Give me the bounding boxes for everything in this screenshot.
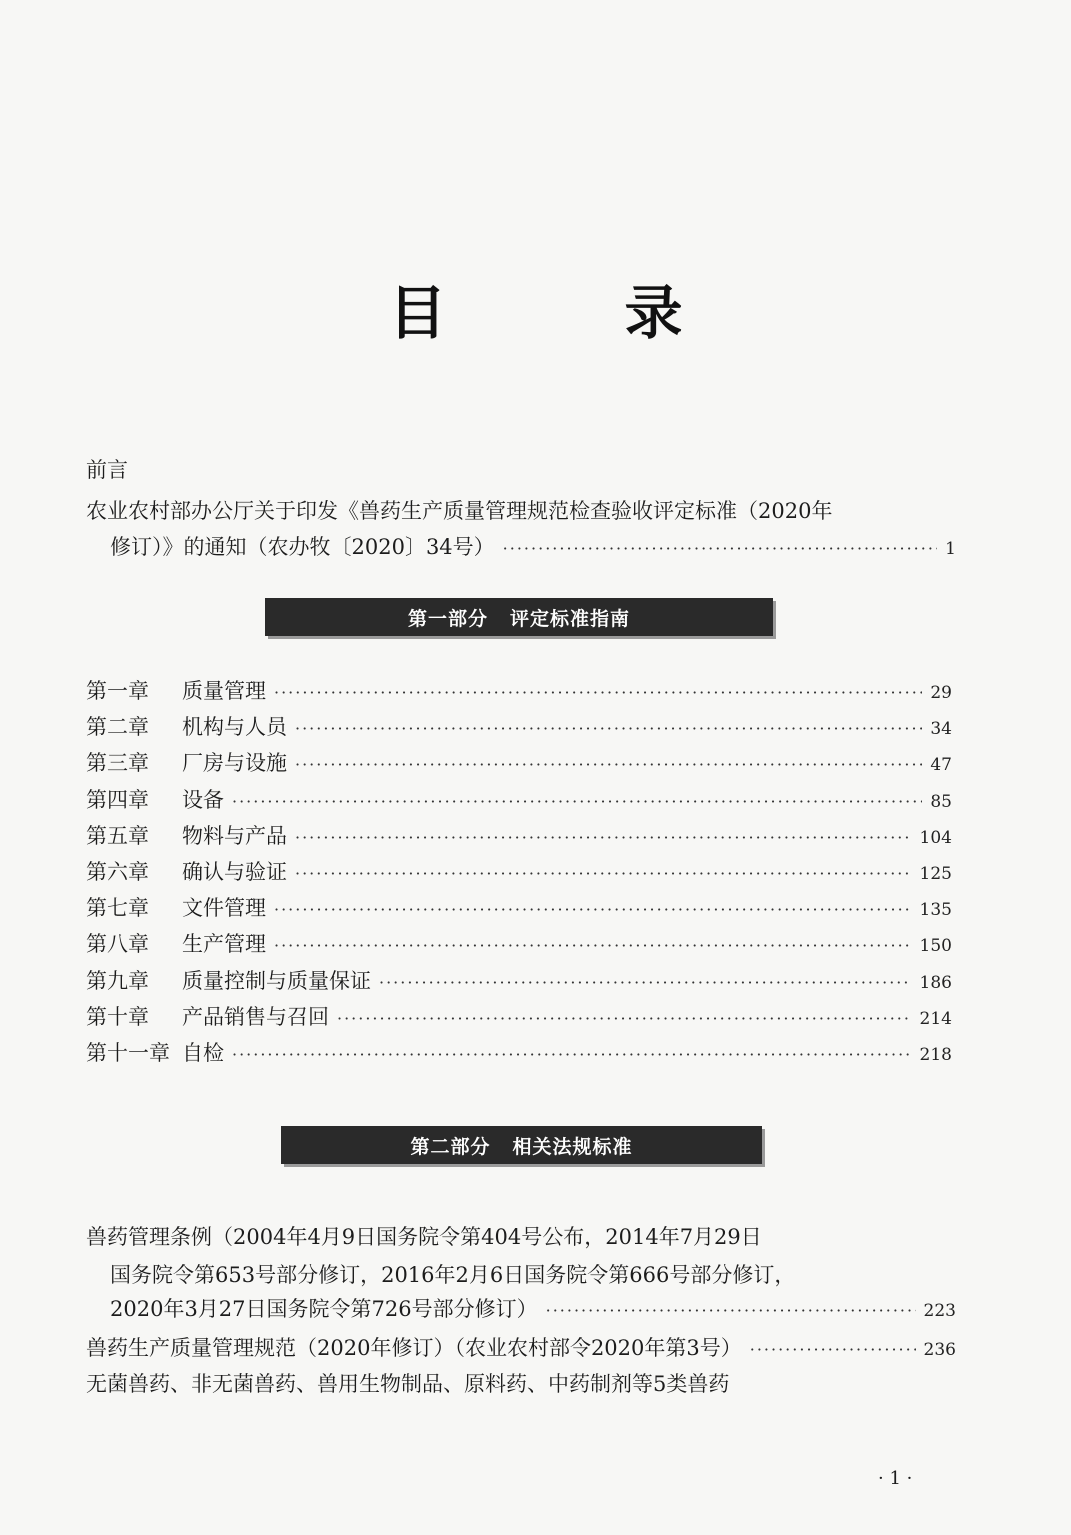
regulation-2-title: 兽药生产质量管理规范（2020年修订）（农业农村部令2020年第3号） bbox=[86, 1336, 742, 1360]
dot-leader bbox=[295, 750, 922, 780]
chapter-number: 第七章 bbox=[86, 896, 149, 921]
page-footer: · 1 · bbox=[878, 1468, 913, 1489]
chapter-entry[interactable] bbox=[86, 748, 952, 780]
page-number: 47 bbox=[930, 755, 952, 776]
page-title: 目 录 bbox=[388, 279, 743, 347]
dot-leader bbox=[274, 895, 912, 925]
dot-leader bbox=[295, 859, 912, 889]
chapter-entry[interactable] bbox=[86, 893, 952, 925]
page-number: 223 bbox=[923, 1301, 956, 1321]
chapter-title: 生产管理 bbox=[182, 932, 266, 957]
chapter-number: 第五章 bbox=[86, 823, 149, 848]
dot-leader bbox=[295, 714, 922, 744]
chapter-entry[interactable] bbox=[86, 857, 952, 889]
dot-leader bbox=[337, 1004, 912, 1034]
dot-leader bbox=[503, 534, 938, 564]
chapter-title: 设备 bbox=[182, 787, 224, 812]
chapter-entry[interactable] bbox=[86, 966, 952, 998]
part1-banner bbox=[265, 598, 773, 636]
part2-name: 相关法规标准 bbox=[512, 1135, 633, 1158]
part1-name: 评定标准指南 bbox=[510, 607, 631, 630]
chapter-title: 质量管理 bbox=[182, 679, 266, 703]
dot-leader bbox=[379, 968, 912, 998]
preface-entry[interactable]: 前言 bbox=[86, 458, 128, 482]
page-number: 135 bbox=[919, 900, 952, 921]
chapter-number: 第二章 bbox=[86, 715, 149, 740]
dot-leader bbox=[274, 931, 912, 961]
chapter-entry[interactable] bbox=[86, 785, 952, 817]
page-number: 85 bbox=[930, 791, 952, 812]
chapter-entry[interactable] bbox=[86, 1038, 952, 1070]
page-number: 186 bbox=[919, 972, 952, 993]
chapter-title: 自检 bbox=[182, 1041, 224, 1065]
chapter-number: 第八章 bbox=[86, 932, 149, 957]
page-number: 218 bbox=[919, 1045, 952, 1065]
chapter-number: 第十章 bbox=[86, 1004, 149, 1029]
regulation-3[interactable]: 无菌兽药、非无菌兽药、兽用生物制品、原料药、中药制剂等5类兽药 bbox=[86, 1372, 730, 1396]
regulation-1-line3[interactable] bbox=[110, 1294, 956, 1326]
chapter-entry[interactable] bbox=[86, 1002, 952, 1034]
chapter-title: 质量控制与质量保证 bbox=[182, 968, 371, 993]
dot-leader bbox=[546, 1296, 916, 1326]
notice-title-cont: 修订）》的通知（农办牧〔2020〕34号） bbox=[110, 535, 495, 559]
part1-label: 第一部分 bbox=[407, 607, 488, 630]
chapter-title: 产品销售与召回 bbox=[182, 1004, 329, 1029]
dot-leader bbox=[232, 787, 922, 817]
dot-leader bbox=[274, 678, 922, 708]
chapter-title: 厂房与设施 bbox=[182, 751, 287, 776]
chapter-number: 第一章 bbox=[86, 679, 149, 703]
regulation-1-line1[interactable]: 兽药管理条例（2004年4月9日国务院令第404号公布，2014年7月29日 bbox=[86, 1225, 762, 1249]
chapter-title: 文件管理 bbox=[182, 896, 266, 921]
dot-leader bbox=[232, 1040, 912, 1070]
page-number: 236 bbox=[923, 1340, 956, 1360]
chapter-entry[interactable] bbox=[86, 712, 952, 744]
chapter-title: 确认与验证 bbox=[182, 860, 287, 884]
chapter-number: 第四章 bbox=[86, 787, 149, 812]
chapter-title: 物料与产品 bbox=[182, 823, 287, 848]
page-number: 34 bbox=[930, 719, 952, 740]
part2-label: 第二部分 bbox=[410, 1135, 491, 1158]
page-number: 150 bbox=[919, 936, 952, 957]
dot-leader bbox=[750, 1335, 916, 1365]
page-number: 214 bbox=[919, 1008, 952, 1029]
notice-entry-line1[interactable]: 农业农村部办公厅关于印发《兽药生产质量管理规范检查验收评定标准（2020年 bbox=[86, 499, 833, 523]
page-number: 1 bbox=[945, 539, 956, 559]
regulation-2[interactable] bbox=[86, 1333, 956, 1365]
chapter-number: 第九章 bbox=[86, 968, 149, 993]
chapter-number: 第十一章 bbox=[86, 1041, 170, 1065]
chapter-entry[interactable] bbox=[86, 821, 952, 853]
page-number: 125 bbox=[919, 864, 952, 884]
part2-banner bbox=[281, 1126, 762, 1164]
regulation-1-line2[interactable]: 国务院令第653号部分修订，2016年2月6日国务院令第666号部分修订， bbox=[110, 1263, 796, 1287]
page-number: 104 bbox=[919, 827, 952, 848]
notice-entry-line2[interactable] bbox=[110, 532, 956, 564]
chapter-number: 第三章 bbox=[86, 751, 149, 776]
regulation-1-cont: 2020年3月27日国务院令第726号部分修订） bbox=[110, 1297, 538, 1321]
chapter-entry[interactable] bbox=[86, 929, 952, 961]
chapter-entry[interactable] bbox=[86, 676, 952, 708]
chapter-number: 第六章 bbox=[86, 860, 149, 884]
dot-leader bbox=[295, 823, 912, 853]
chapter-title: 机构与人员 bbox=[182, 715, 287, 740]
page-number: 29 bbox=[930, 683, 952, 703]
